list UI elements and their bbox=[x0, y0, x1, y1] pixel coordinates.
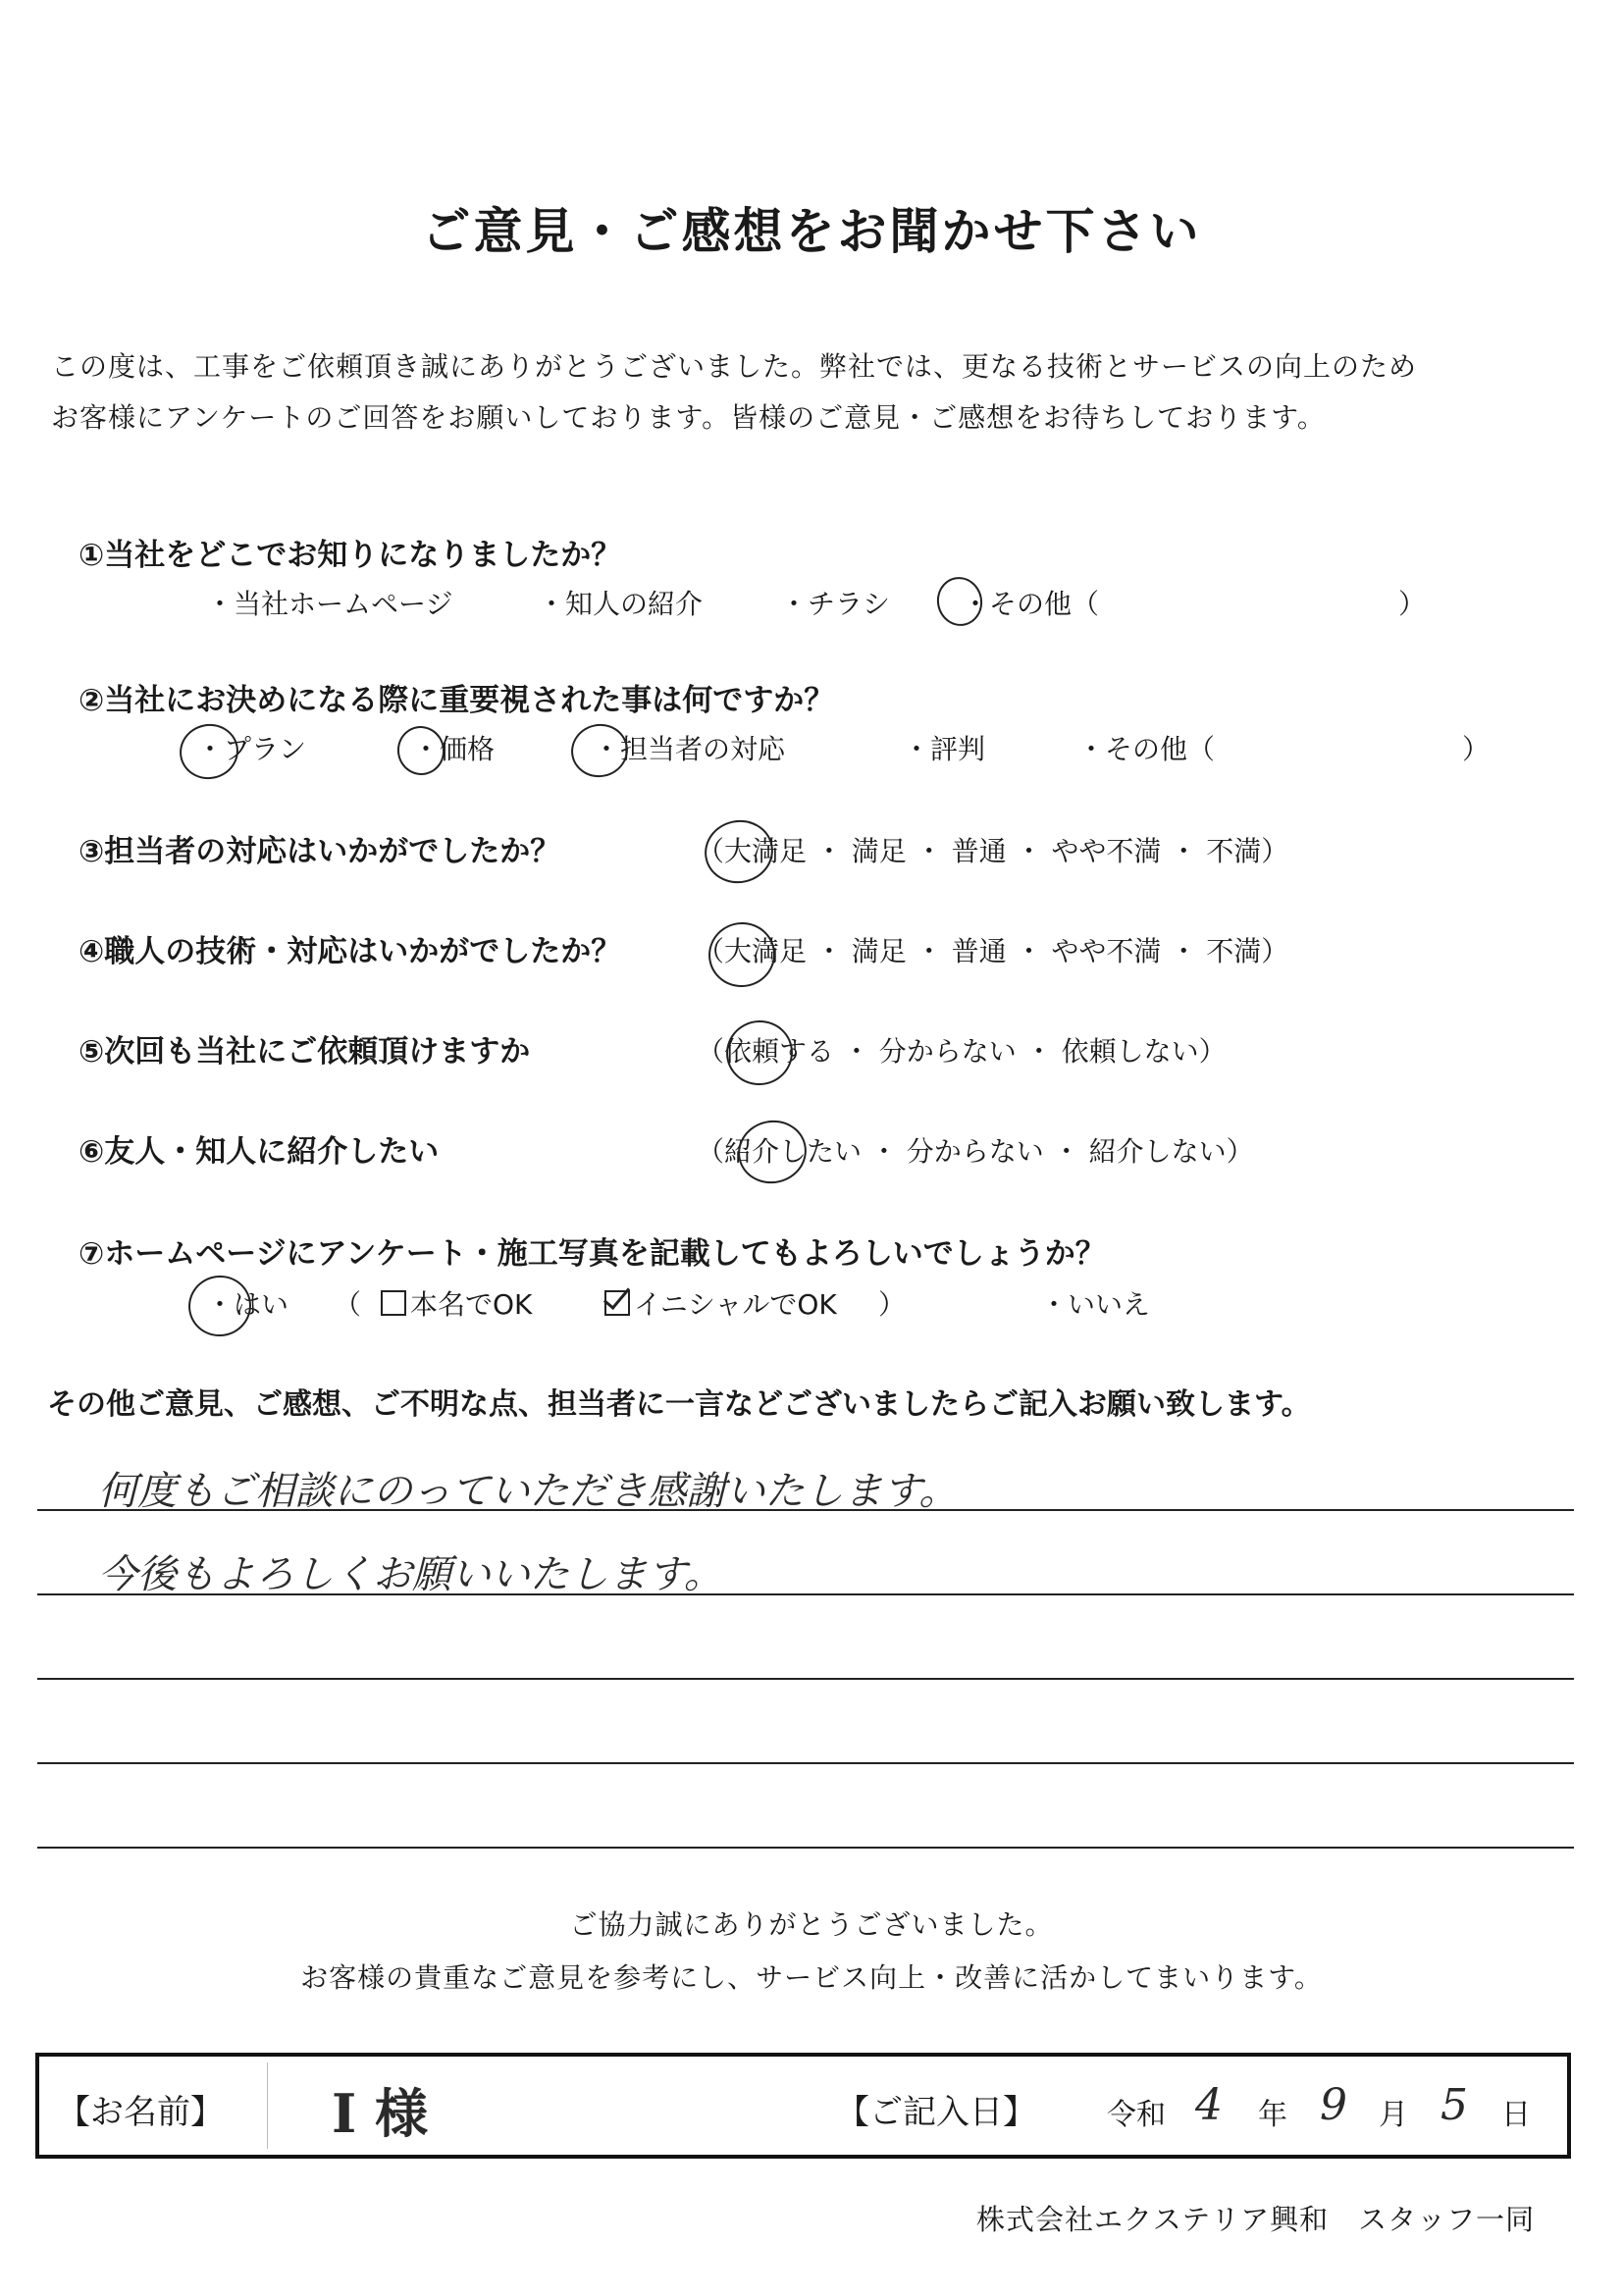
date-label: 【ご記入日】 bbox=[836, 2093, 1036, 2132]
date-month[interactable]: 9 bbox=[1320, 2080, 1347, 2130]
comment-rule-3 bbox=[37, 1678, 1574, 1680]
q4-label: ④職人の技術・対応はいかがでしたか？ bbox=[79, 934, 622, 969]
q7-option-yes[interactable]: ・はい bbox=[206, 1288, 289, 1321]
q1-label: ①当社をどこでお知りになりましたか？ bbox=[79, 538, 622, 573]
q7-paren-close: ） bbox=[878, 1288, 907, 1321]
q1-option-other[interactable]: ・その他（ bbox=[962, 588, 1100, 620]
date-day-unit: 日 bbox=[1501, 2098, 1531, 2132]
comment-prompt: その他ご意見、ご感想、ご不明な点、担当者に一言などございましたらご記入お願い致します。 bbox=[47, 1387, 1311, 1422]
name-divider bbox=[267, 2062, 268, 2149]
q5-choices[interactable]: （依頼する ・ 分からない ・ 依頼しない） bbox=[697, 1035, 1227, 1068]
q2-option-staff[interactable]: ・担当者の対応 bbox=[593, 733, 786, 765]
q3-selection-circle bbox=[699, 813, 779, 889]
q1-option-homepage[interactable]: ・当社ホームページ bbox=[206, 588, 453, 620]
outro-line-1: ご協力誠にありがとうございました。 bbox=[569, 1908, 1054, 1941]
comment-line-2[interactable]: 今後もよろしくお願いいたします。 bbox=[98, 1552, 723, 1597]
q6-choices[interactable]: （紹介したい ・ 分からない ・ 紹介しない） bbox=[697, 1135, 1254, 1168]
comment-rule-4 bbox=[37, 1762, 1574, 1764]
q7-option-initial[interactable] bbox=[604, 1283, 837, 1323]
q6-selection-circle bbox=[732, 1114, 812, 1189]
date-day[interactable]: 5 bbox=[1440, 2080, 1468, 2130]
q5-label: ⑤次回も当社にご依頼頂けますか bbox=[79, 1034, 531, 1070]
q7-option-real-name[interactable] bbox=[381, 1283, 532, 1323]
initial-label: イニシャルでOK bbox=[634, 1288, 837, 1321]
q7-option-no[interactable]: ・いいえ bbox=[1040, 1288, 1151, 1321]
q3-choices[interactable]: （大満足 ・ 満足 ・ 普通 ・ やや不満 ・ 不満） bbox=[697, 835, 1289, 867]
name-value[interactable]: I 様 bbox=[332, 2082, 429, 2145]
outro-line-2: お客様の貴重なご意見を参考にし、サービス向上・改善に活かしてまいります。 bbox=[300, 1961, 1323, 1994]
page-title: ご意見・ご感想をお聞かせ下さい bbox=[421, 203, 1202, 260]
q2-option-price[interactable]: ・価格 bbox=[412, 733, 496, 765]
q3-label: ③担当者の対応はいかがでしたか？ bbox=[79, 834, 561, 869]
name-label: 【お名前】 bbox=[57, 2093, 224, 2132]
intro-line-2: お客様にアンケートのご回答をお願いしております。皆様のご意見・ご感想をお待ちしております。 bbox=[51, 401, 1326, 434]
q1-option-flyer[interactable]: ・チラシ bbox=[780, 588, 891, 620]
q7-paren-open: （ bbox=[334, 1288, 362, 1321]
q7-label: ⑦ホームページにアンケート・施工写真を記載してもよろしいでしょうか？ bbox=[79, 1236, 1106, 1272]
date-year[interactable]: 4 bbox=[1195, 2080, 1223, 2130]
date-month-unit: 月 bbox=[1379, 2098, 1408, 2132]
comment-line-1[interactable]: 何度もご相談にのっていただき感謝いたします。 bbox=[98, 1469, 959, 1514]
q2-option-reputation[interactable]: ・評判 bbox=[903, 733, 986, 765]
q2-option-plan[interactable]: ・プラン bbox=[196, 733, 307, 765]
date-year-unit: 年 bbox=[1258, 2098, 1287, 2132]
q4-selection-circle bbox=[703, 916, 781, 994]
q7-selection-circle bbox=[183, 1270, 256, 1342]
comment-rule-2 bbox=[37, 1593, 1574, 1595]
comment-rule-1 bbox=[37, 1509, 1574, 1511]
real-name-label: 本名でOK bbox=[410, 1288, 533, 1321]
q2-option-other[interactable]: ・その他（ bbox=[1077, 733, 1216, 765]
q1-other-close: ） bbox=[1398, 588, 1427, 620]
footer-signature: 株式会社エクステリア興和 スタッフ一同 bbox=[976, 2203, 1536, 2236]
q2-other-close: ） bbox=[1462, 733, 1491, 765]
q6-label: ⑥友人・知人に紹介したい bbox=[79, 1134, 440, 1170]
q4-choices[interactable]: （大満足 ・ 満足 ・ 普通 ・ やや不満 ・ 不満） bbox=[697, 935, 1289, 967]
q1-option-referral[interactable]: ・知人の紹介 bbox=[538, 588, 704, 620]
q2-label: ②当社にお決めになる際に重要視された事は何ですか？ bbox=[79, 683, 835, 718]
q5-selection-circle bbox=[720, 1015, 799, 1092]
intro-line-1: この度は、工事をご依頼頂き誠にありがとうございました。弊社では、更なる技術とサービスの向上のため bbox=[51, 350, 1418, 383]
comment-rule-5 bbox=[37, 1847, 1574, 1849]
date-era: 令和 bbox=[1107, 2098, 1166, 2132]
initial-checkbox[interactable] bbox=[604, 1290, 630, 1316]
real-name-checkbox[interactable] bbox=[381, 1290, 406, 1316]
